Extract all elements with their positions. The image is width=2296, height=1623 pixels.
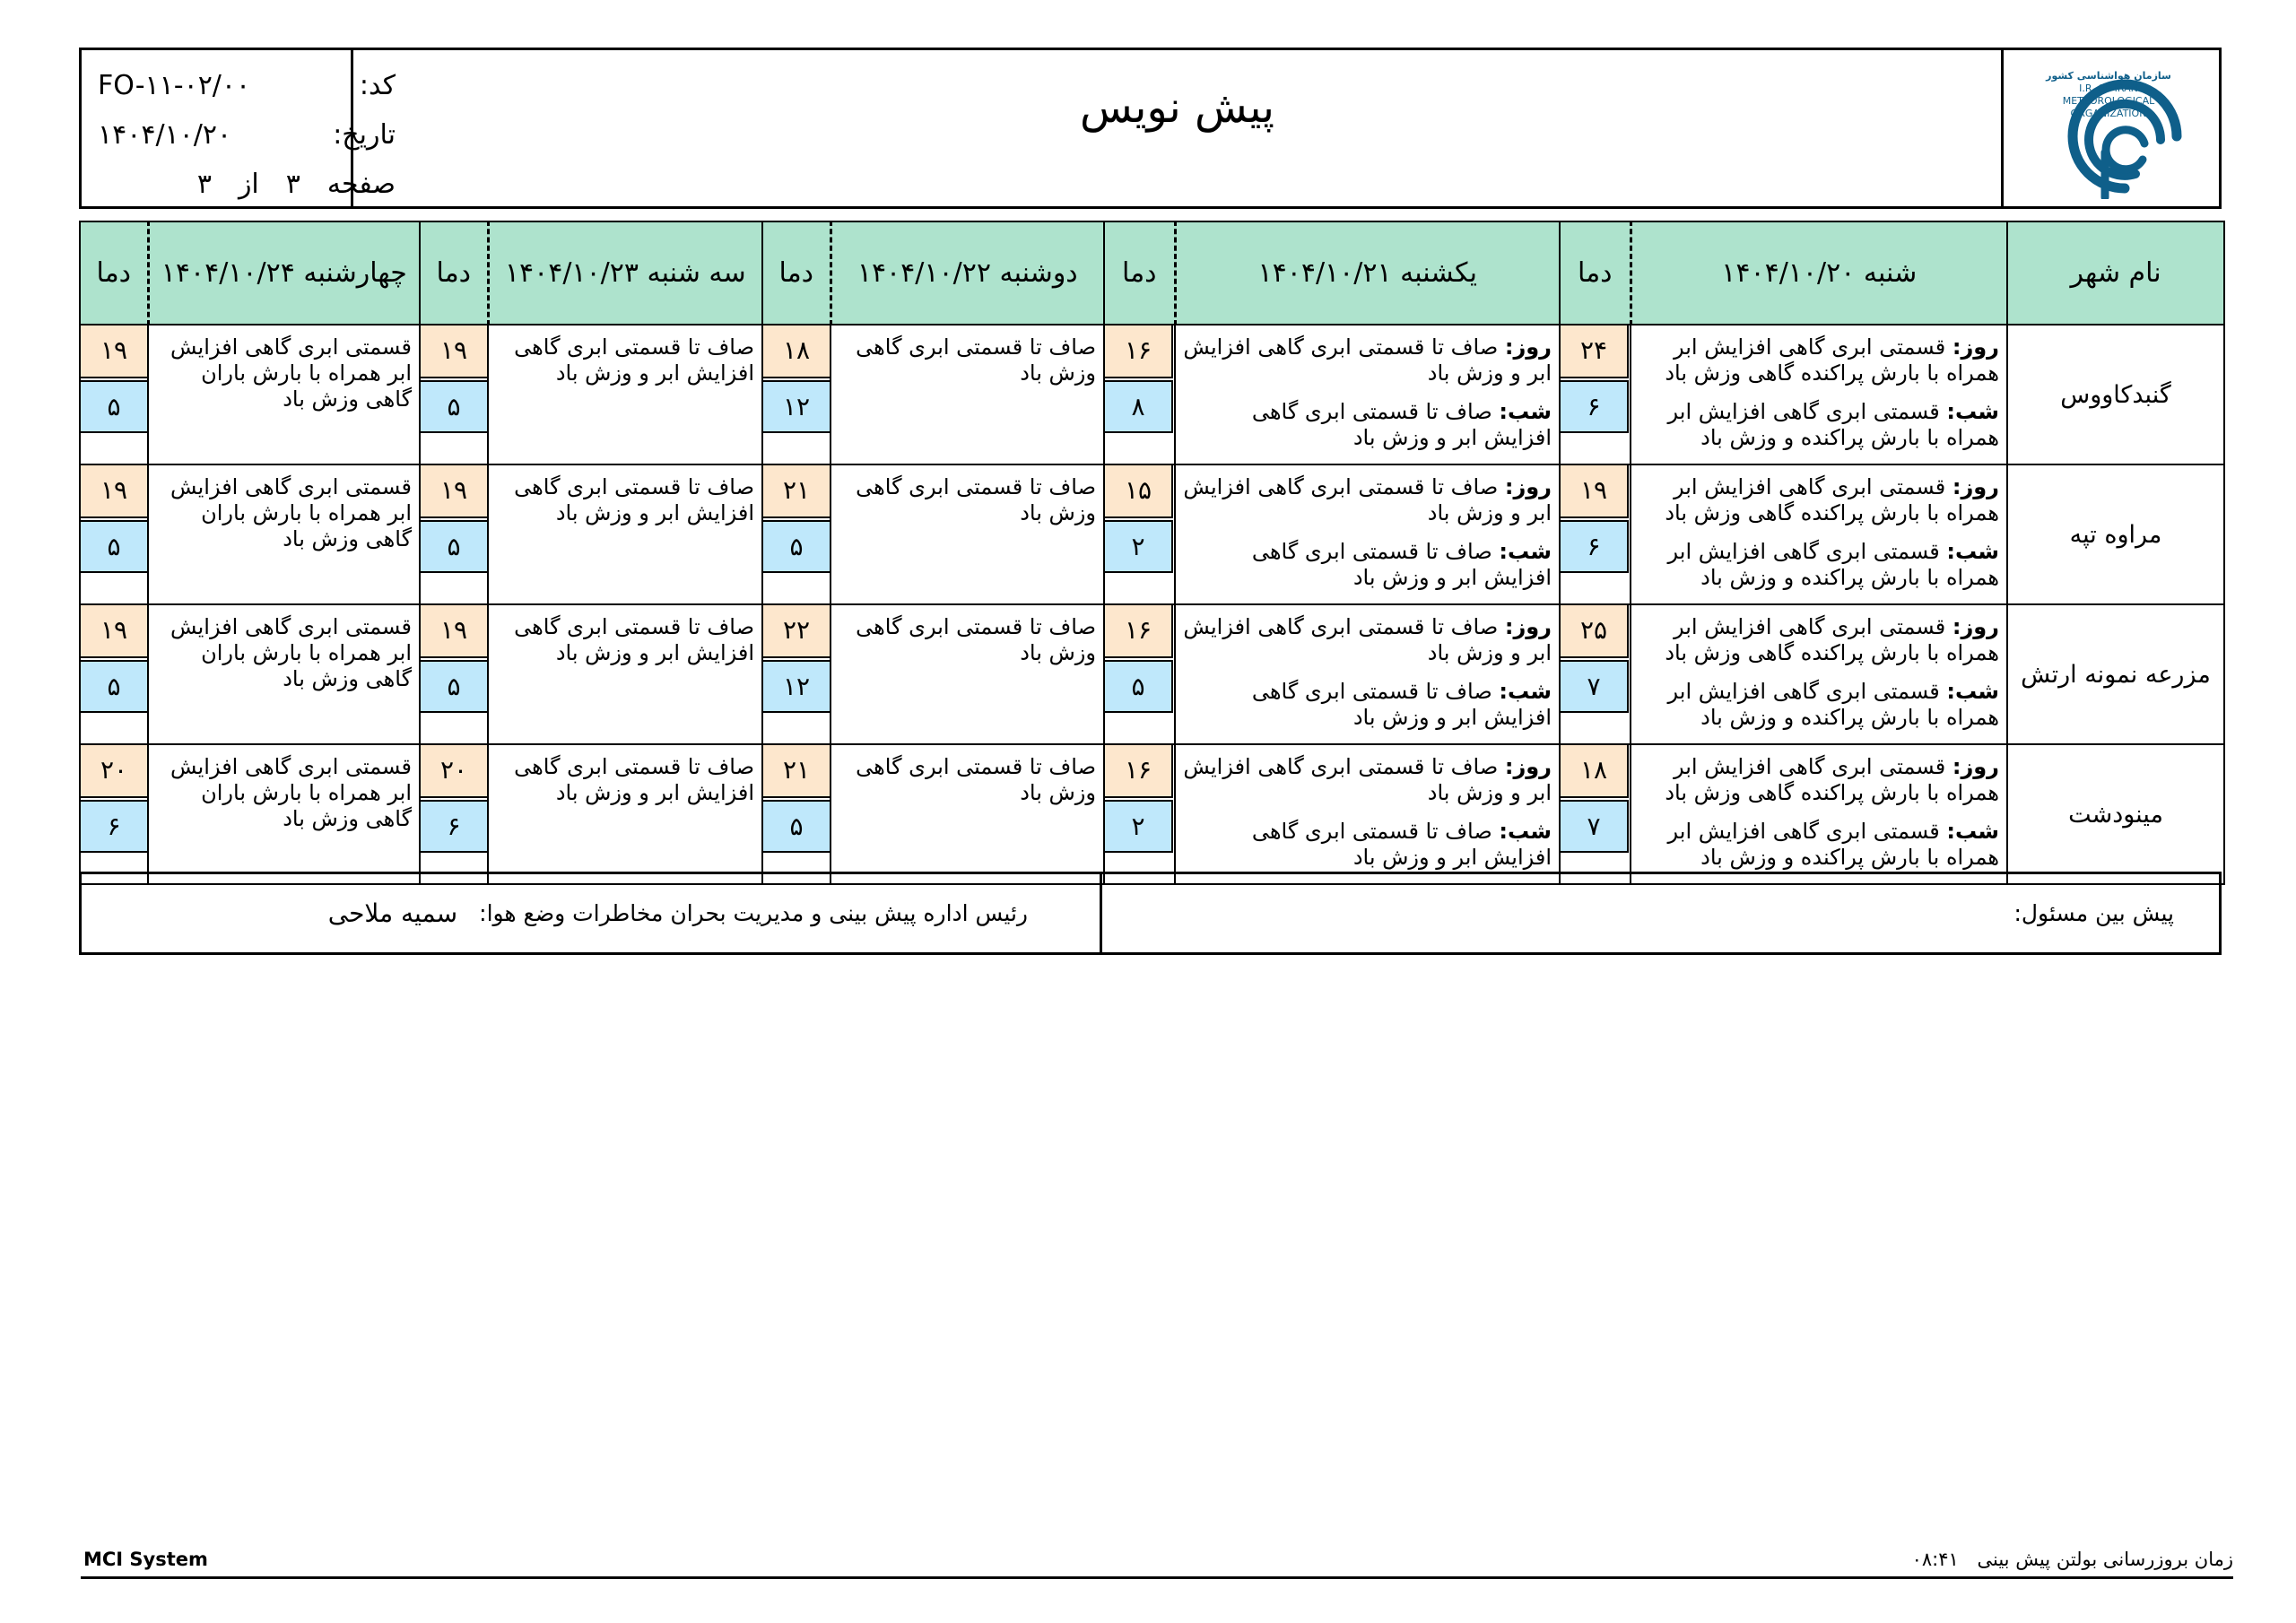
night-forecast — [1181, 679, 1552, 731]
night-forecast-label: شب: — [1499, 399, 1552, 424]
temp-header-3: دما — [762, 221, 831, 325]
max-temperature: ۱۹ — [421, 325, 489, 378]
night-forecast-text: قسمتی ابری گاهی افزایش ابر همراه با بارش پراکنده و وزش باد — [1667, 679, 1999, 730]
min-temperature: ۵ — [81, 520, 149, 573]
system-brand: MCI System — [83, 1549, 208, 1570]
signature-divider — [1100, 874, 1102, 952]
temperature-cell — [1104, 325, 1175, 464]
max-temperature: ۱۹ — [81, 325, 149, 378]
table-row — [80, 464, 2224, 604]
day-forecast-text: قسمتی ابری گاهی افزایش ابر همراه با بارش پراکنده گاهی وزش باد — [1665, 614, 1999, 665]
forecast-description-cell — [1631, 464, 2007, 604]
night-forecast — [1181, 399, 1552, 451]
max-temperature: ۱۸ — [763, 325, 831, 378]
head-label: رئیس اداره پیش بینی و مدیریت بحران مخاطرات وضع هوا: — [479, 900, 1028, 926]
forecast-description-cell — [831, 744, 1104, 884]
day-header-3: دوشنبه ۱۴۰۴/۱۰/۲۲ — [831, 221, 1104, 325]
night-forecast-text: صاف تا قسمتی ابری گاهی افزایش ابر و وزش باد — [1251, 679, 1552, 730]
night-forecast-text: قسمتی ابری گاهی افزایش ابر همراه با بارش پراکنده و وزش باد — [1667, 399, 1999, 450]
night-forecast-text: صاف تا قسمتی ابری گاهی افزایش ابر و وزش باد — [1251, 399, 1552, 450]
code-label: کد: — [359, 70, 396, 101]
temperature-cell — [420, 464, 488, 604]
day-header-1: شنبه ۱۴۰۴/۱۰/۲۰ — [1631, 221, 2007, 325]
day-forecast — [1181, 614, 1552, 666]
max-temperature: ۲۱ — [763, 465, 831, 518]
forecast-description-cell — [1631, 604, 2007, 744]
night-forecast-text: صاف تا قسمتی ابری گاهی افزایش ابر و وزش باد — [1251, 539, 1552, 590]
day-forecast — [1637, 334, 1999, 386]
forecast-description-cell — [1175, 604, 1560, 744]
day-forecast-label: روز: — [1952, 334, 1999, 360]
temp-header-5: دما — [80, 221, 148, 325]
forecast-description-cell — [1175, 325, 1560, 464]
min-temperature: ۵ — [421, 660, 489, 713]
min-temperature: ۵ — [421, 520, 489, 573]
day-forecast-label: روز: — [1504, 474, 1552, 499]
forecast-text: صاف تا قسمتی ابری گاهی وزش باد — [856, 334, 1096, 386]
day-forecast-label: روز: — [1952, 474, 1999, 499]
min-temperature: ۵ — [81, 380, 149, 433]
table-row — [80, 604, 2224, 744]
max-temperature: ۱۸ — [1561, 745, 1629, 798]
day-forecast — [1181, 754, 1552, 806]
page-title: پیش نویس — [1079, 82, 1274, 133]
page-current: ۳ — [285, 169, 300, 200]
code-value: FO-۱۱-۰۲/۰۰ — [98, 70, 251, 101]
max-temperature: ۱۶ — [1105, 325, 1173, 378]
day-forecast — [1637, 754, 1999, 806]
city-column-header: نام شهر — [2007, 221, 2224, 325]
bottom-rule — [81, 1576, 2233, 1579]
day-header-5: چهارشنبه ۱۴۰۴/۱۰/۲۴ — [148, 221, 420, 325]
temperature-cell — [420, 604, 488, 744]
day-forecast-text: صاف تا قسمتی ابری گاهی افزایش ابر و وزش باد — [1183, 334, 1552, 386]
day-forecast — [1181, 334, 1552, 386]
temp-header-2: دما — [1104, 221, 1175, 325]
day-header-2: یکشنبه ۱۴۰۴/۱۰/۲۱ — [1175, 221, 1560, 325]
temperature-cell — [1104, 464, 1175, 604]
max-temperature: ۲۰ — [421, 745, 489, 798]
temperature-cell — [1560, 325, 1631, 464]
page-of: از — [238, 169, 259, 200]
temperature-cell — [420, 325, 488, 464]
max-temperature: ۱۵ — [1105, 465, 1173, 518]
night-forecast-label: شب: — [1499, 679, 1552, 704]
temperature-cell — [762, 604, 831, 744]
city-name: مزرعه نمونه ارتش — [2007, 604, 2224, 744]
forecast-description-cell — [1631, 744, 2007, 884]
max-temperature: ۲۵ — [1561, 605, 1629, 658]
max-temperature: ۲۱ — [763, 745, 831, 798]
night-forecast-label: شب: — [1946, 539, 1999, 564]
max-temperature: ۱۹ — [81, 605, 149, 658]
forecast-text: صاف تا قسمتی ابری گاهی وزش باد — [856, 474, 1096, 525]
forecast-text: صاف تا قسمتی ابری گاهی وزش باد — [856, 614, 1096, 665]
max-temperature: ۲۲ — [763, 605, 831, 658]
night-forecast-label: شب: — [1946, 819, 1999, 844]
temperature-cell — [762, 325, 831, 464]
forecast-description-cell — [831, 604, 1104, 744]
document-header — [79, 48, 2222, 209]
max-temperature: ۱۶ — [1105, 745, 1173, 798]
forecaster-label: پیش بین مسئول: — [2013, 900, 2174, 926]
forecast-text: قسمتی ابری گاهی افزایش ابر همراه با بارش باران گاهی وزش باد — [170, 614, 412, 691]
day-forecast-label: روز: — [1504, 614, 1552, 639]
temperature-cell — [80, 464, 148, 604]
day-forecast-text: صاف تا قسمتی ابری گاهی افزایش ابر و وزش باد — [1183, 474, 1552, 525]
update-time-info — [1912, 1549, 2233, 1570]
max-temperature: ۱۹ — [421, 605, 489, 658]
temperature-cell — [1560, 744, 1631, 884]
max-temperature: ۱۹ — [81, 465, 149, 518]
min-temperature: ۶ — [81, 800, 149, 853]
svg-text:METEOROLOGICAL: METEOROLOGICAL — [2062, 95, 2155, 107]
forecast-text: صاف تا قسمتی ابری گاهی افزایش ابر و وزش باد — [514, 474, 754, 525]
night-forecast-label: شب: — [1946, 399, 1999, 424]
forecast-description-cell — [1175, 464, 1560, 604]
min-temperature: ۶ — [421, 800, 489, 853]
max-temperature: ۱۶ — [1105, 605, 1173, 658]
temperature-cell — [762, 464, 831, 604]
temperature-cell — [420, 744, 488, 884]
organization-logo — [2019, 63, 2203, 199]
max-temperature: ۱۹ — [421, 465, 489, 518]
table-row — [80, 744, 2224, 884]
temperature-cell — [1560, 464, 1631, 604]
forecast-text: صاف تا قسمتی ابری گاهی افزایش ابر و وزش باد — [514, 614, 754, 665]
svg-text:ORGANIZATION: ORGANIZATION — [2070, 108, 2147, 119]
table-row — [80, 325, 2224, 464]
min-temperature: ۷ — [1561, 800, 1629, 853]
day-forecast — [1637, 474, 1999, 526]
forecast-description-cell — [148, 325, 420, 464]
day-forecast-text: صاف تا قسمتی ابری گاهی افزایش ابر و وزش باد — [1183, 614, 1552, 665]
min-temperature: ۵ — [1105, 660, 1173, 713]
day-forecast-text: صاف تا قسمتی ابری گاهی افزایش ابر و وزش باد — [1183, 754, 1552, 805]
min-temperature: ۱۲ — [763, 380, 831, 433]
night-forecast-label: شب: — [1499, 819, 1552, 844]
forecast-description-cell — [1175, 744, 1560, 884]
min-temperature: ۷ — [1561, 660, 1629, 713]
night-forecast — [1637, 539, 1999, 591]
max-temperature: ۲۰ — [81, 745, 149, 798]
forecast-description-cell — [488, 464, 762, 604]
temperature-cell — [1104, 604, 1175, 744]
temperature-cell — [1560, 604, 1631, 744]
night-forecast — [1181, 539, 1552, 591]
min-temperature: ۶ — [1561, 520, 1629, 573]
forecast-description-cell — [148, 744, 420, 884]
forecast-text: صاف تا قسمتی ابری گاهی افزایش ابر و وزش باد — [514, 334, 754, 386]
min-temperature: ۸ — [1105, 380, 1173, 433]
night-forecast-text: صاف تا قسمتی ابری گاهی افزایش ابر و وزش باد — [1251, 819, 1552, 870]
city-name: مراوه تپه — [2007, 464, 2224, 604]
min-temperature: ۲ — [1105, 800, 1173, 853]
forecast-text: صاف تا قسمتی ابری گاهی وزش باد — [856, 754, 1096, 805]
max-temperature: ۱۹ — [1561, 465, 1629, 518]
forecast-description-cell — [148, 604, 420, 744]
day-forecast-label: روز: — [1504, 334, 1552, 360]
forecast-description-cell — [831, 464, 1104, 604]
min-temperature: ۲ — [1105, 520, 1173, 573]
night-forecast-text: قسمتی ابری گاهی افزایش ابر همراه با بارش پراکنده و وزش باد — [1667, 539, 1999, 590]
page-total: ۳ — [196, 169, 212, 200]
update-time: ۰۸:۴۱ — [1911, 1549, 1959, 1570]
forecaster-section — [1107, 874, 2219, 952]
temp-header-4: دما — [420, 221, 488, 325]
forecast-description-cell — [488, 604, 762, 744]
table-header-row — [80, 221, 2224, 325]
temp-header-1: دما — [1560, 221, 1631, 325]
temperature-cell — [80, 744, 148, 884]
svg-text:I.R. OF IRAN: I.R. OF IRAN — [2079, 82, 2138, 94]
night-forecast — [1637, 679, 1999, 731]
temperature-cell — [762, 744, 831, 884]
forecast-description-cell — [831, 325, 1104, 464]
date-value: ۱۴۰۴/۱۰/۲۰ — [98, 119, 232, 151]
night-forecast — [1181, 819, 1552, 871]
temperature-cell — [80, 604, 148, 744]
temperature-cell — [1104, 744, 1175, 884]
forecast-text: قسمتی ابری گاهی افزایش ابر همراه با بارش باران گاهی وزش باد — [170, 474, 412, 551]
head-section — [82, 874, 1100, 952]
min-temperature: ۱۲ — [763, 660, 831, 713]
city-name: گنبدکاووس — [2007, 325, 2224, 464]
city-name: مینودشت — [2007, 744, 2224, 884]
update-label: زمان بروزرسانی بولتن پیش بینی — [1977, 1549, 2233, 1570]
temperature-cell — [80, 325, 148, 464]
forecast-description-cell — [148, 464, 420, 604]
night-forecast — [1637, 399, 1999, 451]
day-forecast — [1637, 614, 1999, 666]
day-forecast-text: قسمتی ابری گاهی افزایش ابر همراه با بارش پراکنده گاهی وزش باد — [1665, 754, 1999, 805]
forecast-text: صاف تا قسمتی ابری گاهی افزایش ابر و وزش باد — [514, 754, 754, 805]
date-label: تاریخ: — [333, 119, 396, 151]
min-temperature: ۵ — [763, 800, 831, 853]
page-label: صفحه — [326, 169, 396, 200]
min-temperature: ۵ — [81, 660, 149, 713]
night-forecast — [1637, 819, 1999, 871]
forecast-text: قسمتی ابری گاهی افزایش ابر همراه با بارش باران گاهی وزش باد — [170, 334, 412, 412]
night-forecast-label: شب: — [1946, 679, 1999, 704]
signature-box — [79, 872, 2222, 955]
min-temperature: ۵ — [421, 380, 489, 433]
day-forecast-text: قسمتی ابری گاهی افزایش ابر همراه با بارش پراکنده گاهی وزش باد — [1665, 474, 1999, 525]
min-temperature: ۵ — [763, 520, 831, 573]
day-forecast — [1181, 474, 1552, 526]
forecast-description-cell — [488, 744, 762, 884]
forecast-description-cell — [1631, 325, 2007, 464]
night-forecast-label: شب: — [1499, 539, 1552, 564]
head-name: سمیه ملاحی — [327, 898, 458, 928]
max-temperature: ۲۴ — [1561, 325, 1629, 378]
svg-text:سازمان هواشناسی کشور: سازمان هواشناسی کشور — [2046, 70, 2171, 82]
forecast-text: قسمتی ابری گاهی افزایش ابر همراه با بارش باران گاهی وزش باد — [170, 754, 412, 831]
meteorological-organization-logo-icon — [2019, 63, 2203, 199]
day-header-4: سه شنبه ۱۴۰۴/۱۰/۲۳ — [488, 221, 762, 325]
day-forecast-label: روز: — [1504, 754, 1552, 779]
day-forecast-label: روز: — [1952, 614, 1999, 639]
forecast-table — [79, 221, 2225, 885]
header-divider-right — [2001, 50, 2004, 206]
day-forecast-label: روز: — [1952, 754, 1999, 779]
min-temperature: ۶ — [1561, 380, 1629, 433]
forecast-description-cell — [488, 325, 762, 464]
night-forecast-text: قسمتی ابری گاهی افزایش ابر همراه با بارش پراکنده و وزش باد — [1667, 819, 1999, 870]
day-forecast-text: قسمتی ابری گاهی افزایش ابر همراه با بارش پراکنده گاهی وزش باد — [1665, 334, 1999, 386]
